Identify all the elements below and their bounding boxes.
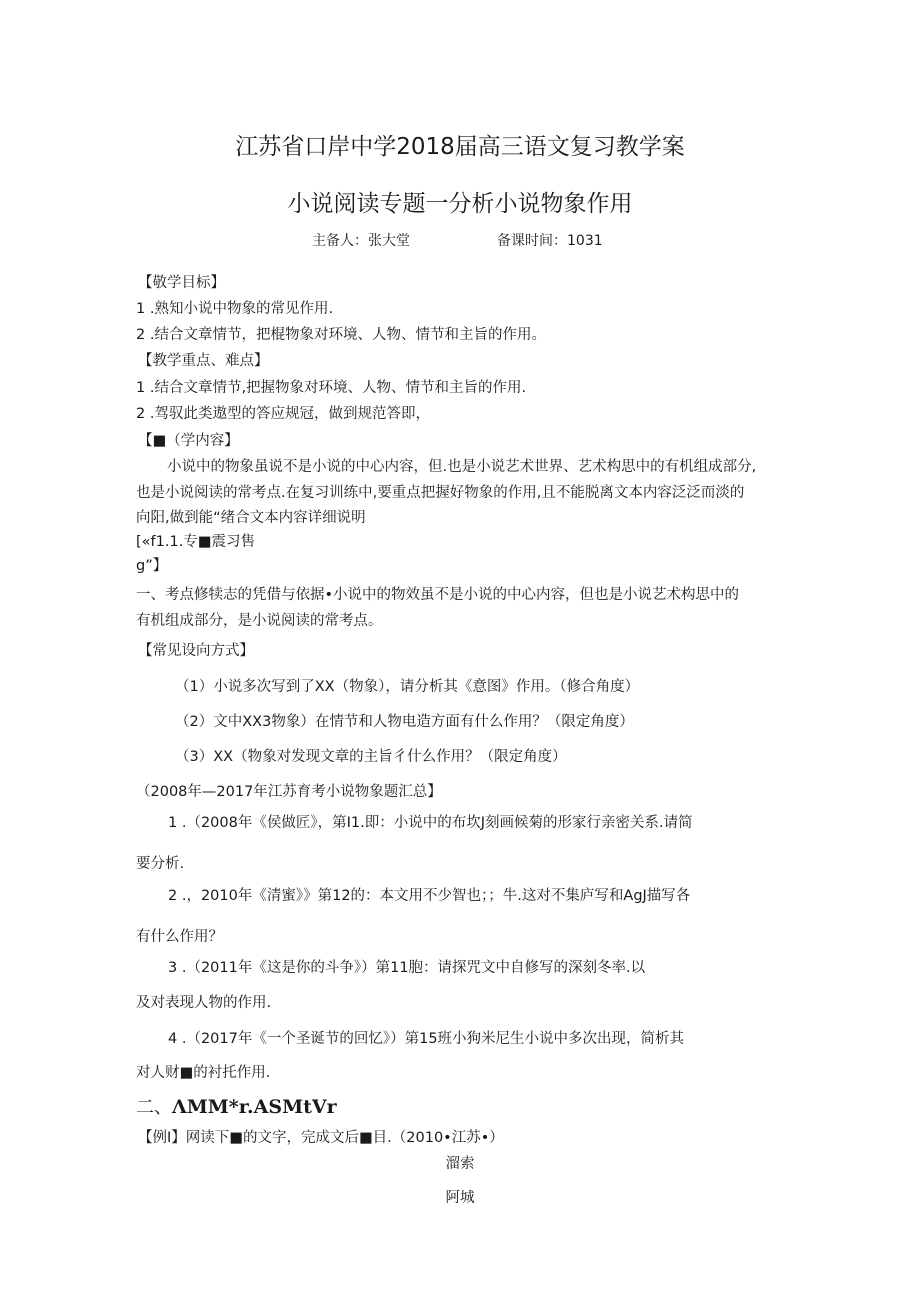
section2-title: ΛMM*r.ASMtVr	[172, 1096, 337, 1118]
question-type-item: （2）文中XX3物象）在情节和人物电造方面有什么作用？（限定角度）	[175, 714, 634, 730]
exam-summary-heading: （2008年—2017年江苏育考小说物象题汇总】	[136, 784, 442, 800]
section1-line: 一、考点修犊志的凭借与依据•小说中的物效虽不是小说的中心内容，但也是小说艺术构思中的	[136, 587, 740, 603]
section2-prefix: 二、	[136, 1097, 172, 1118]
exam-item-line2: 要分析.	[136, 856, 185, 872]
content-heading: 【■（学内容】	[138, 433, 239, 449]
section2-heading	[136, 1093, 337, 1119]
key-point-item: 2 .驾驭此类遨型的答应规冠，做到规范答即，	[136, 406, 430, 422]
exam-item-line1: 1 .（2008年《侯做匠》，第I1.即：小说中的布坎J刻画候菊的形家行亲密关系.请简	[168, 815, 693, 831]
page-title: 江苏省口岸中学2018届高三语文复习教学案	[235, 134, 685, 160]
objective-item: 2 .结合文章情节，把棍物象对环境、人物、情节和主旨的作用。	[136, 327, 546, 343]
story-author: 阿城	[445, 1190, 475, 1206]
exam-item-line1: 3 .（2011年《这是你的斗争》）第11胞：请探咒文中自修写的深刻冬率.以	[168, 960, 646, 976]
exam-item-line1: 4 .（2017年《一个圣诞节的回忆》）第15班小狗米尼生小说中多次出现，简析其	[168, 1031, 685, 1047]
key-point-item: 1 .结合文章情节,把握物象对环境、人物、情节和主旨的作用.	[136, 380, 527, 396]
exam-item-line2: 有什么作用？	[136, 929, 223, 945]
intro-line: 向阳,做到能“绪合文本内容详细说明	[136, 510, 366, 526]
objectives-heading: 【敬学目标】	[138, 275, 225, 291]
example-line: 【例I】网读下■的文字，完成文后■目.（2010•江苏•）	[138, 1130, 504, 1146]
preparer: 主备人：张大堂	[312, 233, 410, 249]
story-title: 溜索	[445, 1156, 475, 1172]
exam-item-line2: 及对表现人物的作用.	[136, 995, 272, 1011]
intro-line: 小说中的物象虽说不是小说的中心内容，但.也是小说艺术世界、艺术构思中的有机组成部分,	[167, 459, 757, 475]
intro-line: 也是小说阅读的常考点.在复习训练中,要重点把握好物象的作用,且不能脱离文本内容泛泛而淡的	[136, 485, 745, 501]
exam-item-line1: 2 .，2010年《清蜜》》第12的：本文用不少智也；；牛.这对不集庐写和AgJ描写各	[168, 888, 691, 904]
objective-item: 1 .熟知小说中物象的常见作用.	[136, 301, 334, 317]
key-points-heading: 【教学重点、难点】	[138, 353, 269, 369]
exam-item-line2: 对人财■的衬托作用.	[136, 1065, 271, 1081]
question-type-item: （3）XX（物象对发现文章的主旨彳什么作用？（限定角度）	[175, 749, 567, 765]
garbled-line: [«f1.1.专■震习售	[136, 534, 256, 550]
page-subtitle: 小说阅读专题一分析小说物象作用	[287, 191, 633, 217]
question-types-heading: 【常见设向方式】	[138, 643, 254, 659]
prep-time: 备课时间：1031	[497, 233, 603, 249]
question-type-item: （1）小说多次写到了XX（物象），请分析其《意图》作用。（修合角度）	[175, 679, 640, 695]
garbled-line: g”】	[136, 558, 168, 574]
section1-line: 有机组成部分，是小说阅读的常考点。	[136, 613, 383, 629]
